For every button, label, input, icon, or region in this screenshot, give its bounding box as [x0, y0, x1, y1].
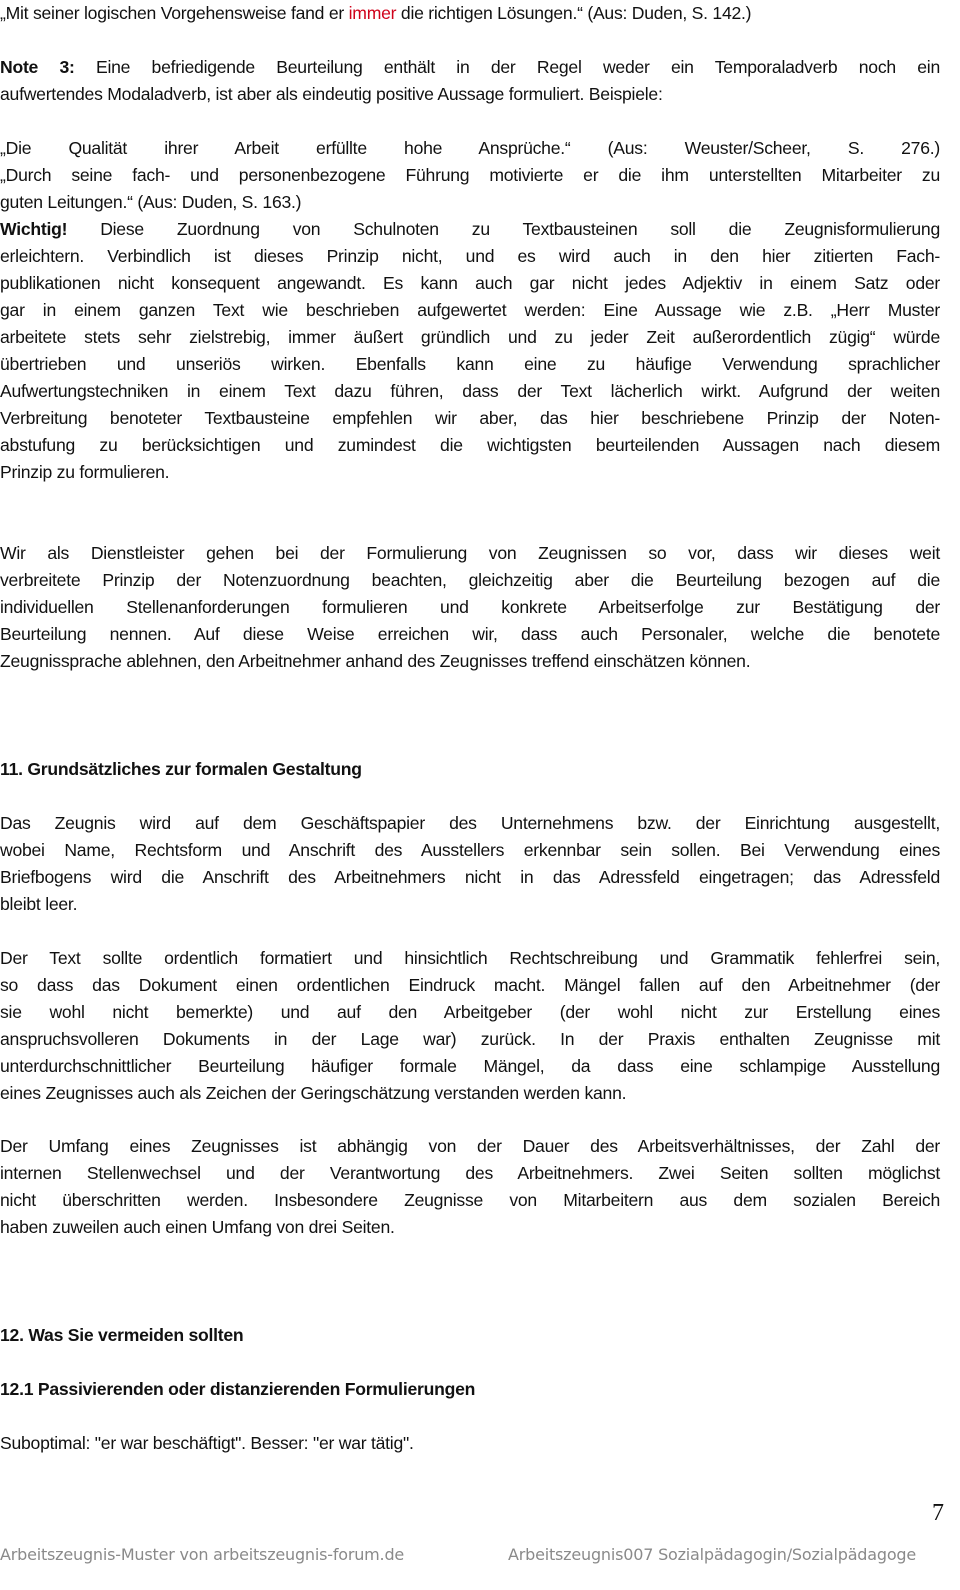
- paragraph-note-3: [0, 54, 940, 108]
- paragraph-formatierung: [0, 945, 940, 1107]
- bold-label: Wichtig!: [0, 219, 68, 239]
- page-number: 7: [932, 1500, 944, 1526]
- text-line: [0, 54, 940, 81]
- paragraph-suboptimal: [0, 1430, 940, 1457]
- text-line: „Die Qualität ihrer Arbeit erfüllte hohe Ansprüche.“ (Aus: Weuster/Scheer, S. 276.): [0, 138, 940, 158]
- paragraph-umfang: [0, 1133, 940, 1241]
- footer-right: Arbeitszeugnis007 Sozialpädagogin/Sozialpädagoge: [508, 1545, 917, 1564]
- text-line: übertrieben und unseriös wirken. Ebenfalls kann eine zu häufige Verwendung sprachlicher: [0, 354, 940, 374]
- paragraph-wichtig: [0, 216, 940, 486]
- text-segment: die richtigen Lösungen.“ (Aus: Duden, S. 142.): [396, 3, 752, 23]
- text-line: nicht überschritten werden. Insbesondere Zeugnisse von Mitarbeitern aus dem sozialen Bereich: [0, 1190, 940, 1210]
- text-line: Das Zeugnis wird auf dem Geschäftspapier des Unternehmens bzw. der Einrichtung ausgestellt,: [0, 813, 940, 833]
- text-line: gar in einem ganzen Text wie beschrieben aufgewertet werden: Eine Aussage wie z.B. „Herr Muster: [0, 300, 940, 320]
- text-line: Aufwertungstechniken in einem Text dazu führen, dass der Text lächerlich wirkt. Aufgrund der weiten: [0, 381, 940, 401]
- text-line: 11. Grundsätzliches zur formalen Gestaltung: [0, 759, 362, 779]
- text-segment: Diese Zuordnung von Schulnoten zu Textbausteinen soll die Zeugnisformulierung: [67, 219, 940, 239]
- text-line: internen Stellenwechsel und der Verantwortung des Arbeitnehmers. Zwei Seiten sollten möglichst: [0, 1163, 940, 1183]
- text-segment: „Mit seiner logischen Vorgehensweise fand er: [0, 3, 349, 23]
- text-line: eines Zeugnisses auch als Zeichen der Geringschätzung verstanden werden kann.: [0, 1083, 627, 1103]
- text-line: publikationen nicht konsequent angewandt. Es kann auch gar nicht jedes Adjektiv in einem Satz oder: [0, 273, 940, 293]
- text-line: so dass das Dokument einen ordentlichen Eindruck macht. Mängel fallen auf den Arbeitnehmer (der: [0, 975, 940, 995]
- section-heading: [0, 1376, 940, 1403]
- text-line: Der Umfang eines Zeugnisses ist abhängig von der Dauer des Arbeitsverhältnisses, der Zahl der: [0, 1136, 940, 1156]
- text-line: „Durch seine fach- und personenbezogene Führung motivierte er die ihm unterstellten Mitarbeiter zu: [0, 165, 940, 185]
- text-line: individuellen Stellenanforderungen formulieren und konkrete Arbeitserfolge zur Bestätigung der: [0, 597, 940, 617]
- text-line: 12.1 Passivierenden oder distanzierenden Formulierungen: [0, 1379, 476, 1399]
- paragraph-examples: [0, 135, 940, 216]
- footer-left: Arbeitszeugnis-Muster von arbeitszeugnis-forum.de: [0, 1545, 405, 1564]
- text-line: arbeitete stets sehr zielstrebig, immer äußert gründlich und zu jeder Zeit außerordentlich zügig“ würde: [0, 327, 940, 347]
- text-line: bleibt leer.: [0, 894, 78, 914]
- paragraph-dienstleister: [0, 540, 940, 675]
- text-line: anspruchsvolleren Dokuments in der Lage war) zurück. In der Praxis enthalten Zeugnisse mit: [0, 1029, 940, 1049]
- text-line: [0, 0, 940, 27]
- text-line: wobei Name, Rechtsform und Anschrift des Ausstellers erkennbar sein sollen. Bei Verwendung eines: [0, 840, 940, 860]
- text-line: aufwertendes Modaladverb, ist aber als eindeutig positive Aussage formuliert. Beispiele:: [0, 84, 663, 104]
- text-line: Beurteilung nennen. Auf diese Weise erreichen wir, dass auch Personaler, welche die benotete: [0, 624, 940, 644]
- text-line: haben zuweilen auch einen Umfang von drei Seiten.: [0, 1217, 395, 1237]
- paragraph-geschaeftspapier: [0, 810, 940, 918]
- text-line: guten Leitungen.“ (Aus: Duden, S. 163.): [0, 192, 302, 212]
- text-line: Zeugnissprache ablehnen, den Arbeitnehmer anhand des Zeugnisses treffend einschätzen können.: [0, 651, 751, 671]
- text-line: [0, 216, 940, 243]
- text-segment: Eine befriedigende Beurteilung enthält in der Regel weder ein Temporaladverb noch ein: [74, 57, 940, 77]
- bold-label: Note 3:: [0, 57, 75, 77]
- highlighted-word: immer: [348, 3, 397, 23]
- text-line: Briefbogens wird die Anschrift des Arbeitnehmers nicht in das Adressfeld eingetragen; das Adressfeld: [0, 867, 940, 887]
- text-line: Verbreitung benoteter Textbausteine empfehlen wir aber, das hier beschriebene Prinzip der Noten-: [0, 408, 940, 428]
- text-line: abstufung zu berücksichtigen und zumindest die wichtigsten beurteilenden Aussagen nach diesem: [0, 435, 940, 455]
- paragraph-quote-1: [0, 0, 940, 27]
- text-line: Der Text sollte ordentlich formatiert und hinsichtlich Rechtschreibung und Grammatik fehlerfrei sein,: [0, 948, 940, 968]
- text-line: Prinzip zu formulieren.: [0, 462, 170, 482]
- text-line: Wir als Dienstleister gehen bei der Formulierung von Zeugnissen so vor, dass wir dieses weit: [0, 543, 940, 563]
- text-line: Suboptimal: "er war beschäftigt". Besser: "er war tätig".: [0, 1433, 414, 1453]
- section-heading: [0, 1322, 940, 1349]
- text-line: sie wohl nicht bemerkte) und auf den Arbeitgeber (der wohl nicht zur Erstellung eines: [0, 1002, 940, 1022]
- text-line: erleichtern. Verbindlich ist dieses Prinzip nicht, und es wird auch in den hier zitierten Fach-: [0, 246, 940, 266]
- text-line: 12. Was Sie vermeiden sollten: [0, 1325, 244, 1345]
- section-heading: [0, 756, 940, 783]
- text-line: unterdurchschnittlicher Beurteilung häufiger formale Mängel, da dass eine schlampige Ausstellung: [0, 1056, 940, 1076]
- text-line: verbreitete Prinzip der Notenzuordnung beachten, gleichzeitig aber die Beurteilung bezogen auf die: [0, 570, 940, 590]
